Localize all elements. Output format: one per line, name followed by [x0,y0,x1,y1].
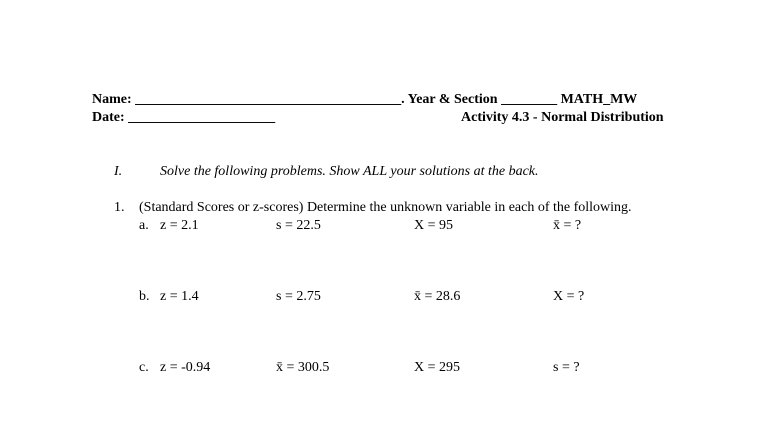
item-b-col2: s = 2.75 [276,289,321,304]
item-b-col3: x̄ = 28.6 [414,289,461,304]
date-line: Date: _____________________ [92,110,276,125]
item-c-col2: x̄ = 300.5 [276,360,330,375]
item-c-col4: s = ? [553,360,580,375]
item-a-col3: X = 95 [414,218,454,233]
name-line: Name: ______________________________________. Year & Section ________ MATH_MW [92,92,638,107]
item-c-col3: X = 295 [414,360,461,375]
item-a-col4: x̄ = ? [553,218,582,233]
item-c-label: c. [139,360,149,375]
item-b-col4: X = ? [553,289,585,304]
problem-text: (Standard Scores or z-scores) Determine the unknown variable in each of the following. [139,200,632,215]
problem-number: 1. [114,200,125,215]
item-a-col1: z = 2.1 [160,218,199,233]
section-number: I. [114,164,123,179]
item-a-col2: s = 22.5 [276,218,321,233]
item-b-col1: z = 1.4 [160,289,199,304]
section-instruction: Solve the following problems. Show ALL your solutions at the back. [160,164,539,179]
item-a-label: a. [139,218,149,233]
item-b-label: b. [139,289,150,304]
item-c-col1: z = -0.94 [160,360,211,375]
activity-title: Activity 4.3 - Normal Distribution [461,110,664,125]
